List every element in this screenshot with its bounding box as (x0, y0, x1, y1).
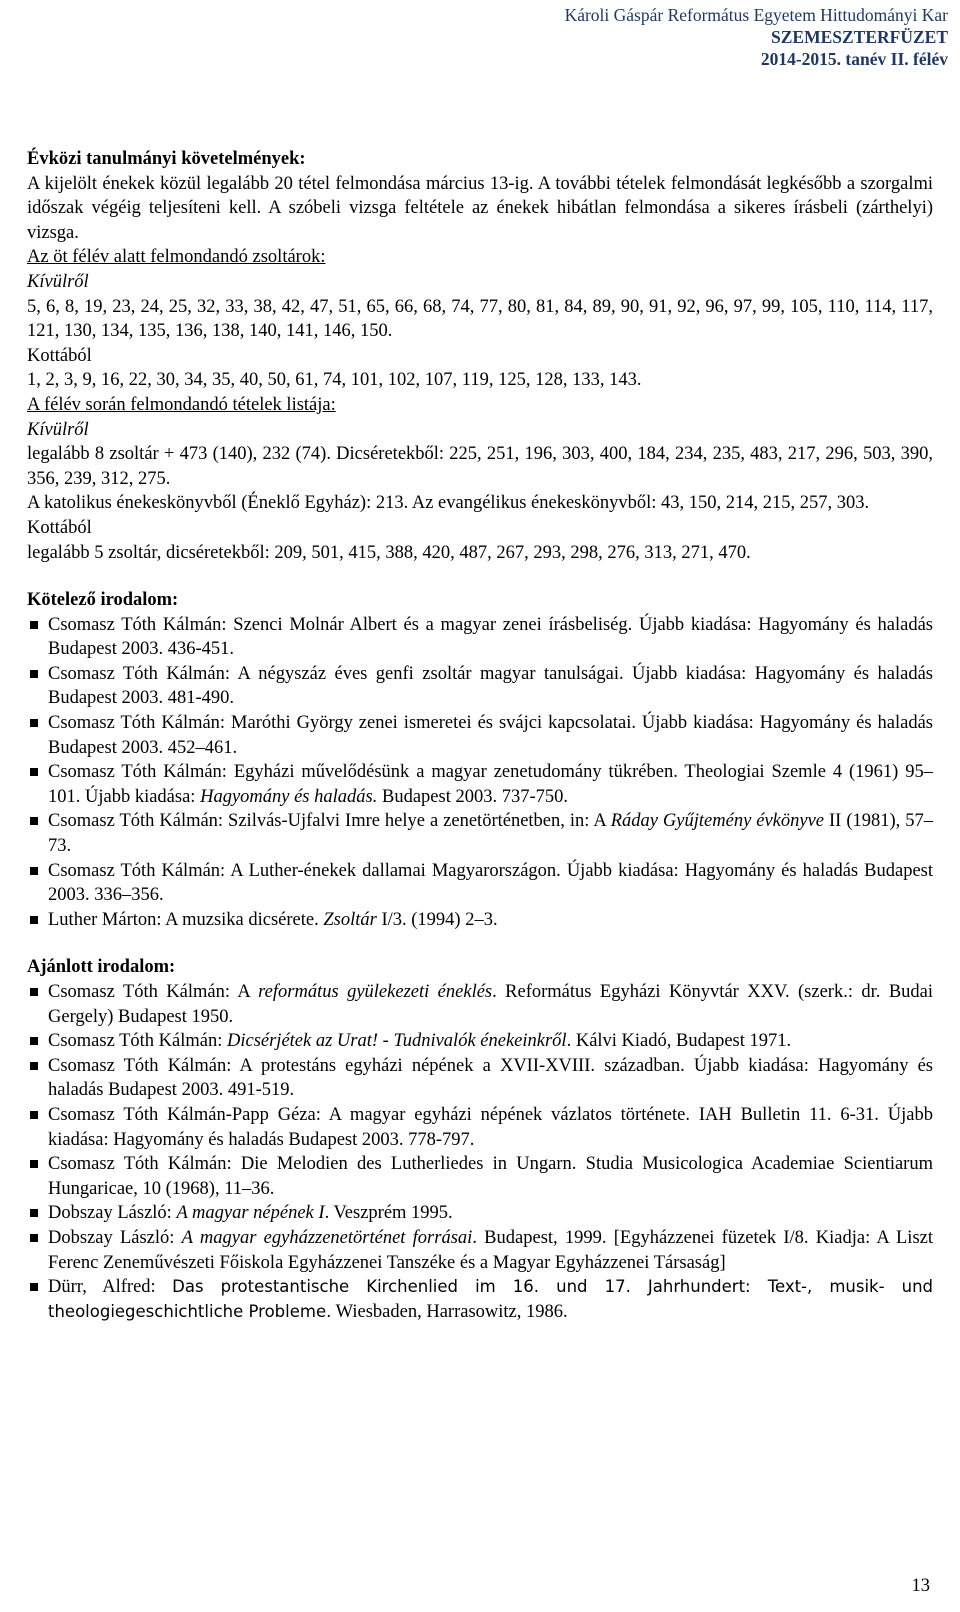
list-item (27, 1152, 933, 1201)
list-item (27, 809, 933, 858)
ref-text: Csomasz Tóth Kálmán-Papp Géza: A magyar egyházi népének vázlatos története. IAH Bulletin 11. 6-31. Újabb kiadása: Hagyomány és haladás Budapest 2003. 778-797. (48, 1104, 933, 1150)
kottabol-label-2: Kottából (27, 517, 92, 538)
square-bullet-icon (30, 1209, 38, 1217)
square-bullet-icon (30, 621, 38, 629)
five-semesters-heading: Az öt félév alatt felmondandó zsoltárok: (27, 247, 326, 268)
catholic-line: A katolikus énekeskönyvből (Éneklő Egyház): 213. Az evangélikus énekeskönyvből: 43, 150, 214, 215, 257, 303. (27, 493, 870, 514)
square-bullet-icon (30, 916, 38, 924)
square-bullet-icon (30, 1062, 38, 1070)
list-item (27, 613, 933, 662)
ref-text: Dobszay László: (48, 1203, 177, 1224)
square-bullet-icon (30, 817, 38, 825)
list-item (27, 1103, 933, 1152)
kivulrol-list-1: 5, 6, 8, 19, 23, 24, 25, 32, 33, 38, 42, 47, 51, 65, 66, 68, 74, 77, 80, 81, 84, 89, 90, 91, 92, 96, 97, 99, 105, 110, 114, 117, 121, 130, 134, 135, 136, 138, 140, 141, 146, 150. (27, 296, 933, 342)
square-bullet-icon (30, 988, 38, 996)
ref-title: A magyar egyházzenetörténet forrásai (181, 1227, 473, 1248)
list-item (27, 760, 933, 809)
ref-title: Dicsérjétek az Urat! - Tudnivalók énekeinkről (226, 1031, 567, 1052)
header-institution: Károli Gáspár Református Egyetem Hittudományi Kar (564, 5, 948, 25)
list-item (27, 1201, 933, 1226)
list-item (27, 662, 933, 711)
header-semester: 2014-2015. tanév II. félév (760, 49, 948, 69)
header-booklet-title: SZEMESZTERFÜZET (771, 27, 948, 47)
ref-text: Dürr, Alfred: (48, 1277, 173, 1298)
ref-text: II (1981), 57–73. (48, 811, 933, 857)
kottabol-list-1: 1, 2, 3, 9, 16, 22, 30, 34, 35, 40, 50, 61, 74, 101, 102, 107, 119, 125, 128, 133, 143. (27, 370, 642, 391)
kottabol-list-2: legalább 5 zsoltár, dicséretekből: 209, 501, 415, 388, 420, 487, 267, 293, 298, 276, 313, 271, 470. (27, 542, 751, 563)
list-item (27, 1029, 933, 1054)
ref-text: . Református Egyházi Könyvtár XXV. (szerk.: dr. Budai Gergely) Budapest 1950. (48, 982, 934, 1027)
ref-text: Luther Márton: A muzsika dicsérete. (48, 909, 324, 930)
ref-text: Csomasz Tóth Kálmán: Szilvás-Ujfalvi Imre helye a zenetörténetben, in: A (48, 811, 611, 832)
page-number: 13 (911, 1576, 930, 1596)
recommended-list (27, 980, 933, 1324)
list-item (27, 1226, 933, 1275)
ref-text: Csomasz Tóth Kálmán: A (48, 982, 259, 1002)
ref-text: Csomasz Tóth Kálmán: A protestáns egyházi népének a XVII-XVIII. században. Újabb kiadása: Hagyomány és haladás Budapest 2003. 491-519. (48, 1055, 933, 1101)
ref-text: Dobszay László: (48, 1227, 182, 1248)
ref-title: Das protestantische Kirchenlied im 16. und 17. Jahrhundert: Text-, musik- und theologiegeschichtliche Probleme. (48, 1277, 934, 1321)
square-bullet-icon (30, 1160, 38, 1168)
requirements-title: Évközi tanulmányi követelmények: (27, 149, 306, 169)
ref-text: Csomasz Tóth Kálmán: Egyházi művelődésünk a magyar zenetudomány tükrében. Theologiai Szemle 4 (1961) 95–101. Újabb kiadása: (48, 762, 933, 807)
square-bullet-icon (30, 867, 38, 875)
kivulrol-list-2: legalább 8 zsoltár + 473 (140), 232 (74). Dicséretekből: 225, 251, 196, 303, 400, 184, 234, 235, 483, 217, 296, 503, 390, 356, 239, 312, 275. (27, 444, 933, 489)
semester-heading: A félév során felmondandó tételek listája: (27, 394, 336, 415)
square-bullet-icon (30, 768, 38, 776)
ref-text: I/3. (1994) 2–3. (376, 909, 498, 930)
ref-text: Budapest 2003. 737-750. (377, 786, 568, 807)
document-body (27, 147, 933, 1324)
list-item (27, 859, 933, 908)
ref-text: . Kálvi Kiadó, Budapest 1971. (566, 1031, 792, 1052)
ref-title: A magyar népének I (176, 1203, 325, 1224)
square-bullet-icon (30, 1111, 38, 1119)
ref-title: Hagyomány és haladás. (200, 786, 378, 807)
square-bullet-icon (30, 1234, 38, 1242)
list-item (27, 980, 933, 1029)
requirements-text: A kijelölt énekek közül legalább 20 tétel felmondása március 13-ig. A további tételek felmondását legkésőbb a szorgalmi időszak végéig teljesíteni kell. A szóbeli vizsga feltétele az énekek hibátlan felmondása a sikeres írásbeli (zárthelyi) vizsga. (27, 173, 933, 243)
ref-text: . Veszprém 1995. (324, 1203, 453, 1224)
square-bullet-icon (30, 719, 38, 727)
square-bullet-icon (30, 1283, 38, 1291)
ref-title: Ráday Gyűjtemény évkönyve (610, 811, 825, 832)
ref-text: Csomasz Tóth Kálmán: A négyszáz éves genfi zsoltár magyar tanulságai. Újabb kiadása: Hagyomány és haladás Budapest 2003. 481-490. (48, 663, 933, 709)
list-item (27, 1275, 933, 1324)
ref-text: Csomasz Tóth Kálmán: Die Melodien des Lutherliedes in Ungarn. Studia Musicologica Academiae Scientiarum Hungaricae, 10 (1968), 11–36. (48, 1154, 933, 1199)
list-item (27, 908, 933, 933)
ref-text: . Budapest, 1999. [Egyházzenei füzetek I/8. Kiadja: A Liszt Ferenc Zeneművészeti Főiskola Egyházzenei Tanszéke és a Magyar Egyházzenei Társaság] (48, 1227, 933, 1273)
ref-text: Wiesbaden, Harrasowitz, 1986. (331, 1301, 568, 1322)
kottabol-label-1: Kottából (27, 345, 92, 366)
list-item (27, 1054, 933, 1103)
recommended-title: Ajánlott irodalom: (27, 957, 176, 978)
ref-title: Zsoltár (323, 909, 377, 930)
ref-text: Csomasz Tóth Kálmán: Szenci Molnár Albert és a magyar zenei írásbeliség. Újabb kiadása: Hagyomány és haladás Budapest 2003. 436-451. (48, 614, 933, 660)
square-bullet-icon (30, 670, 38, 678)
ref-text: Csomasz Tóth Kálmán: A Luther-énekek dallamai Magyarországon. Újabb kiadása: Hagyomány és haladás Budapest 2003. 336–356. (48, 860, 933, 906)
kivulrol-label-2: Kívülről (27, 419, 89, 440)
ref-text: Csomasz Tóth Kálmán: (48, 1031, 227, 1052)
ref-title: református gyülekezeti éneklés (258, 982, 493, 1002)
page-header (348, 4, 948, 70)
list-item (27, 711, 933, 760)
mandatory-list (27, 613, 933, 933)
square-bullet-icon (30, 1037, 38, 1045)
mandatory-title: Kötelező irodalom: (27, 590, 179, 611)
ref-text: Csomasz Tóth Kálmán: Maróthi György zenei ismeretei és svájci kapcsolatai. Újabb kiadása: Hagyomány és haladás Budapest 2003. 452–461. (48, 713, 933, 758)
kivulrol-label-1: Kívülről (27, 271, 89, 292)
